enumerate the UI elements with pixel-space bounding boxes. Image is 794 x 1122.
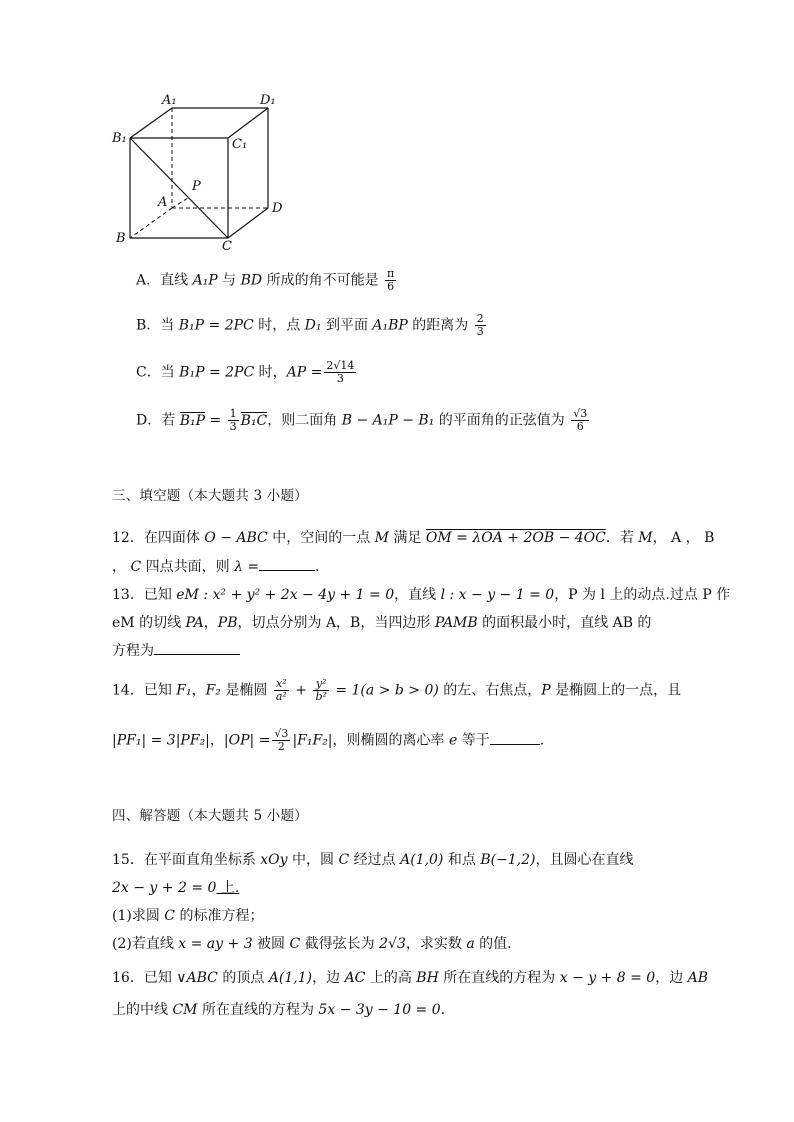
q16-line2: 上的中线 CM 所在直线的方程为 5x − 3y − 10 = 0．	[112, 1002, 455, 1018]
label-b: B	[116, 231, 126, 246]
q14-line2: |PF₁| = 3|PF₂|，|OP| = $\frac{√3}{2}$ |F₁F₂|，则椭圆的离心率 e 等于 .	[112, 727, 545, 753]
diagonal-b1-c	[130, 138, 228, 238]
fraction: $\frac{√3}{6}$	[573, 407, 588, 433]
q14-line1: 14．已知 F₁，F₂ 是椭圆 $\frac{\text{x²}}{\text{a²}}$ + $\frac{\text{y²}}{\text{b²}}$ = 1(a > b > 0) 的左、右焦点，P 是椭圆上的一点，且	[112, 677, 682, 703]
answer-blank[interactable]	[490, 732, 540, 745]
label-c1: C₁	[232, 137, 248, 152]
fraction: $\frac{\text{x²}}{\text{a²}}$	[275, 677, 287, 703]
option-d: D．若 B₁P = $\frac{1}{3}$ B₁C，则二面角 B − A₁P − B₁ 的平面角的正弦值为 $\frac{√3}{6}$	[136, 407, 588, 433]
answer-blank[interactable]	[259, 558, 315, 571]
fraction: $\frac{2}{3}$	[476, 312, 484, 338]
edge-b1-a1	[130, 108, 172, 138]
cube-figure	[110, 90, 410, 250]
q12-line1: 12．在四面体 O − ABC 中，空间的一点 M 满足 OM = λOA + 2OB − 4OC．若 M， A ， B	[112, 530, 715, 546]
fraction: $\frac{1}{3}$	[229, 407, 237, 433]
option-a: A．直线 A₁P 与 BD 所成的角不可能是 $\frac{\pi}{6}$	[136, 267, 395, 293]
label-p: P	[192, 179, 201, 194]
q13-line3: 方程为	[112, 641, 240, 661]
q15-line2: 2x − y + 2 = 0 上.	[112, 880, 240, 896]
q15-part1: (1)求圆 C 的标准方程；	[112, 908, 264, 924]
option-c: C．当 B₁P = 2PC 时，AP = $\frac{2√14}{3}$	[136, 359, 355, 385]
fraction: $\frac{\text{y²}}{\text{b²}}$	[315, 677, 327, 703]
option-b: B．当 B₁P = 2PC 时，点 D₁ 到平面 A₁BP 的距离为 $\frac{2}{3}$	[136, 312, 484, 338]
edge-d-c	[228, 208, 268, 238]
fraction: $\frac{2√14}{3}$	[326, 359, 355, 385]
edge-d1-c1	[228, 108, 268, 138]
answer-blank[interactable]	[154, 642, 240, 655]
q13-line1: 13．已知 eM : x² + y² + 2x − 4y + 1 = 0，直线 l : x − y − 1 = 0，P 为 l 上的动点.过点 P 作	[112, 587, 731, 603]
label-d1: D₁	[260, 93, 276, 108]
vector-b1p: B₁P	[179, 412, 206, 429]
vector-equation: OM = λOA + 2OB − 4OC	[425, 530, 606, 546]
label-a: A	[158, 195, 168, 210]
section-title-fill-in: 三、填空题（本大题共 3 小题）	[112, 488, 308, 504]
q15-line1: 15．在平面直角坐标系 xOy 中，圆 C 经过点 A(1,0) 和点 B(−1,2)，且圆心在直线	[112, 852, 634, 868]
label-a1: A₁	[162, 93, 177, 108]
section-title-solutions: 四、解答题（本大题共 5 小题）	[112, 808, 308, 824]
q16-line1: 16．已知 ∨ABC 的顶点 A(1,1)，边 AC 上的高 BH 所在直线的方程为 x − y + 8 = 0，边 AB	[112, 970, 709, 986]
label-b1: B₁	[112, 131, 127, 146]
hidden-line-a-p	[172, 198, 188, 208]
label-c: C	[222, 239, 232, 250]
label-d: D	[272, 201, 283, 216]
q13-line2: eM 的切线 PA，PB，切点分别为 A，B，当四边形 PAMB 的面积最小时，直线 AB 的	[112, 615, 652, 631]
q15-part2: (2)若直线 x = ay + 3 被圆 C 截得弦长为 2√3，求实数 a 的值.	[112, 936, 512, 952]
vector-b1c: B₁C	[240, 412, 268, 429]
fraction: $\frac{√3}{2}$	[274, 727, 289, 753]
hidden-edge-a-b	[130, 208, 172, 238]
q12-line2: ， C 四点共面，则 λ = ．	[112, 559, 330, 575]
fraction: $\frac{\pi}{6}$	[387, 267, 395, 293]
